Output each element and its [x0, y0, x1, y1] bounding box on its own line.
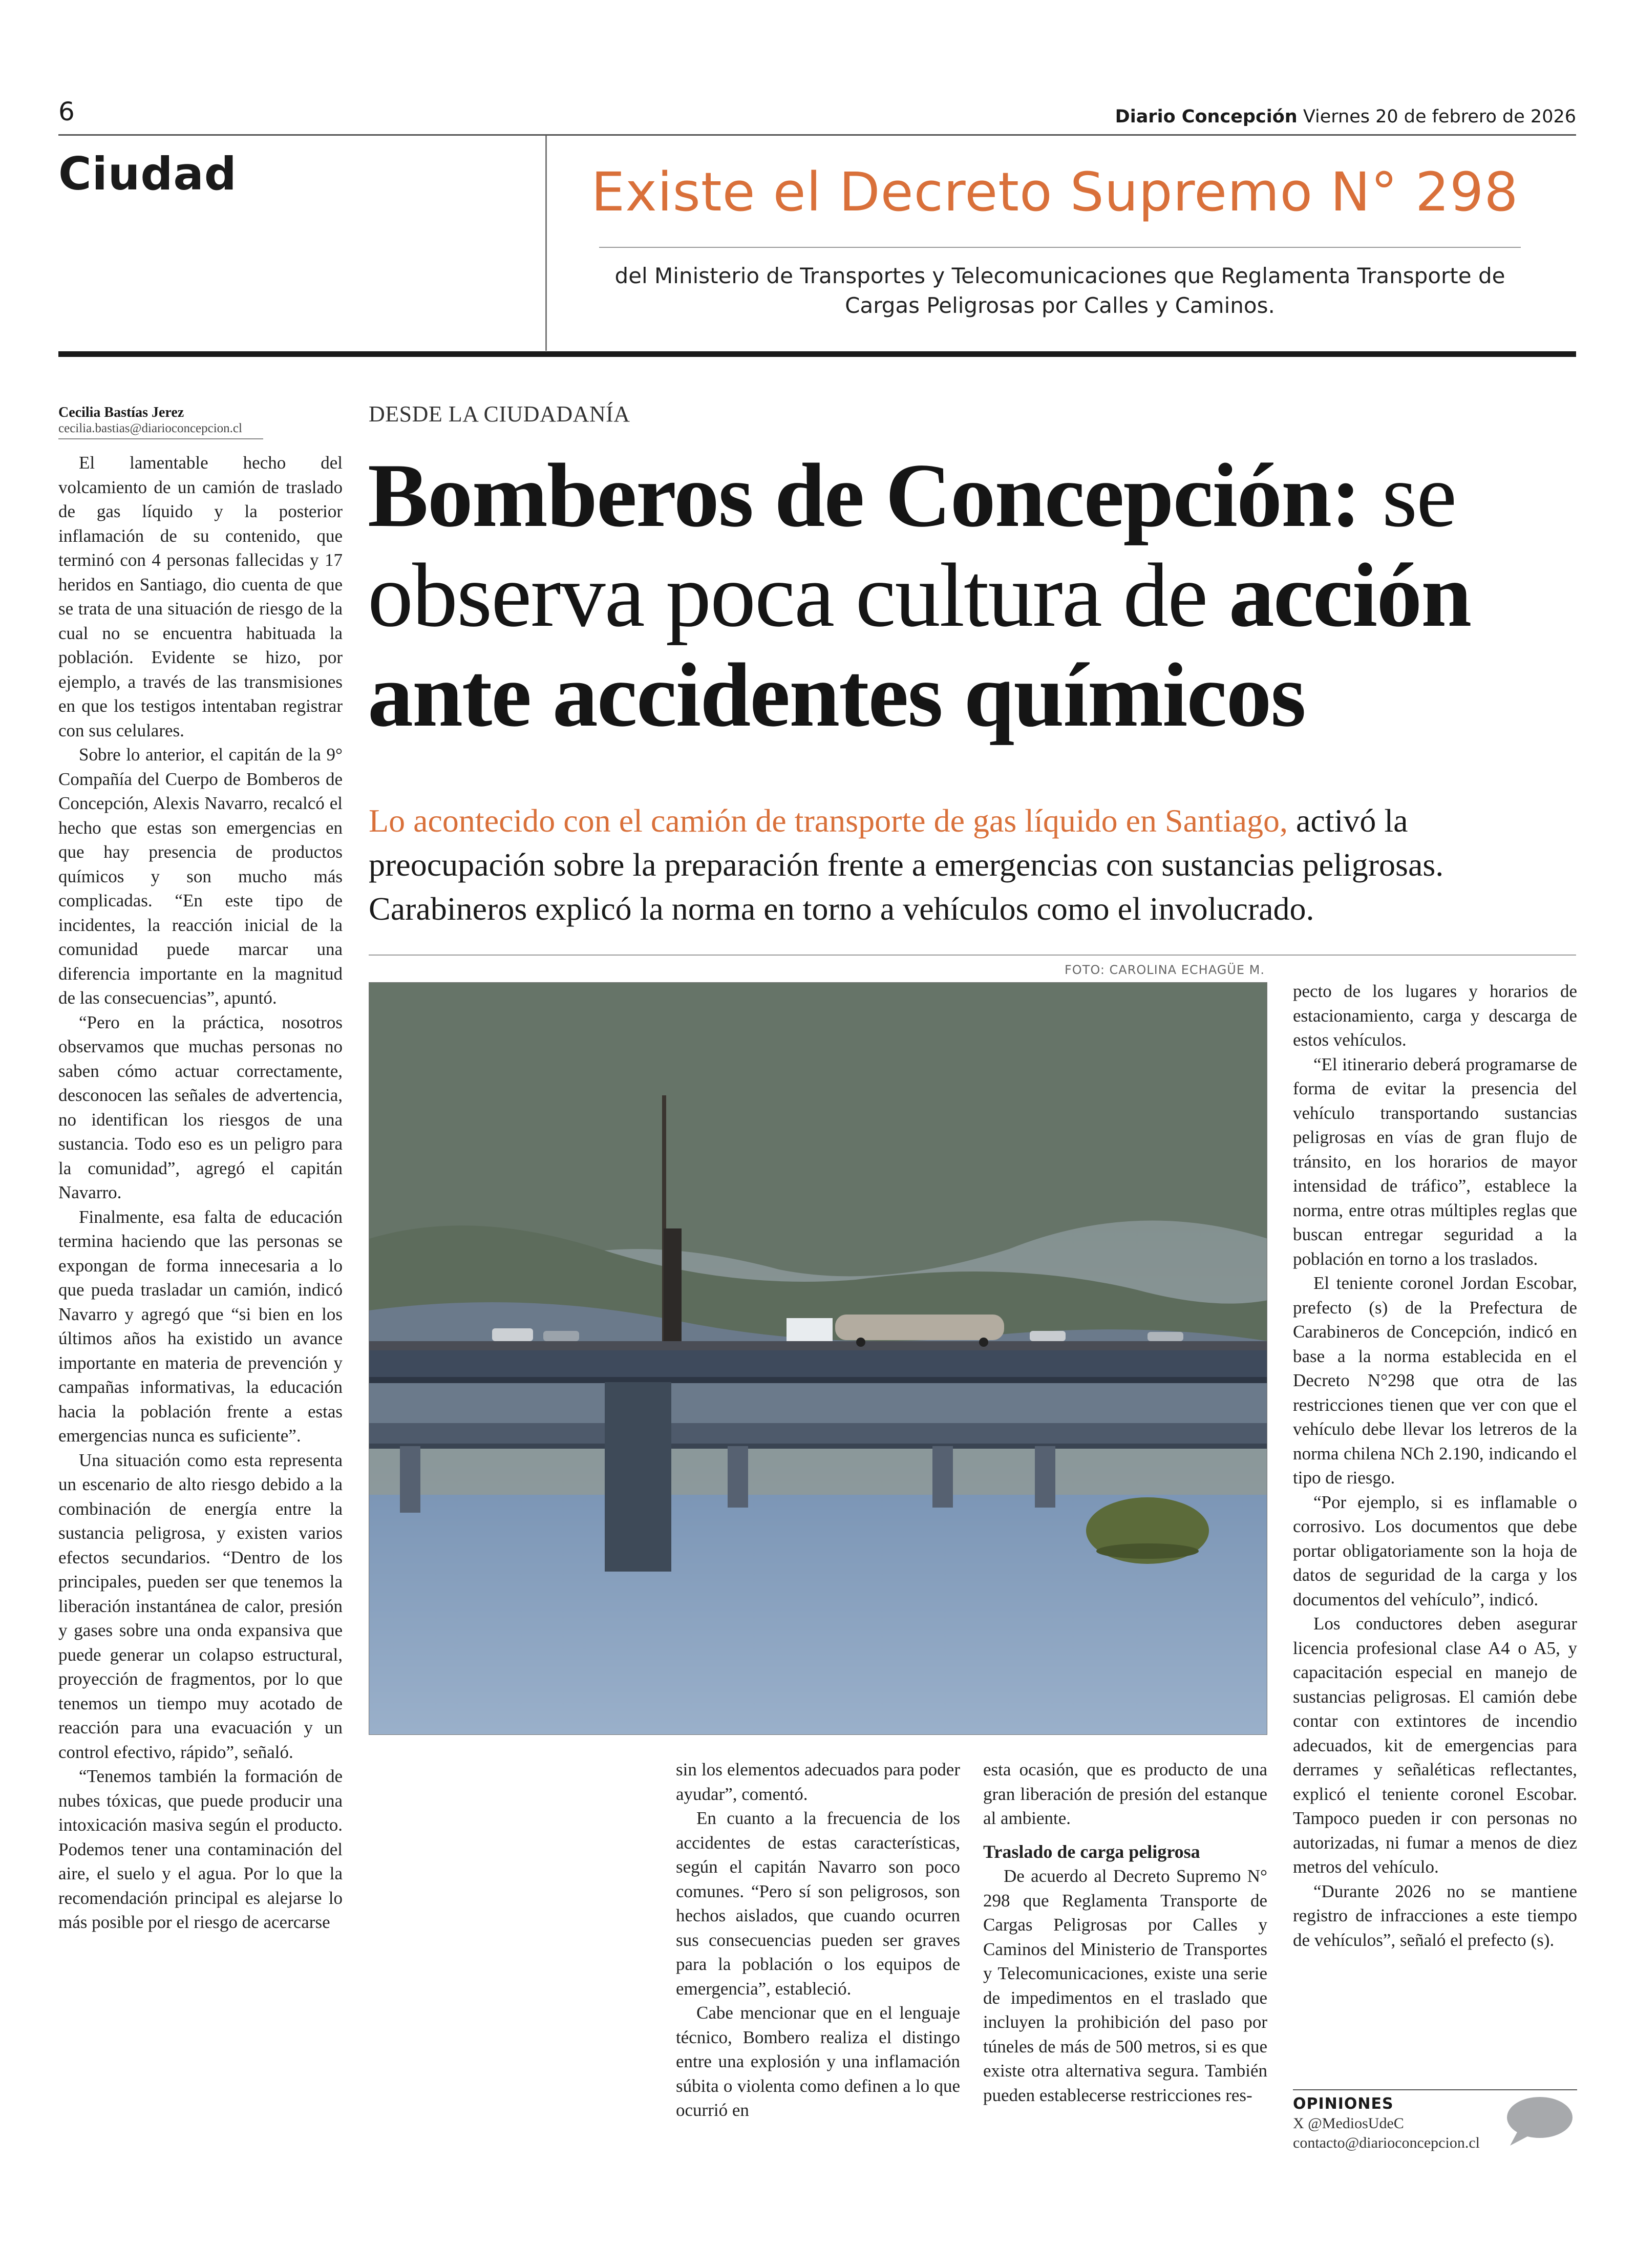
- page-number: 6: [58, 97, 75, 126]
- callout-text: del Ministerio de Transportes y Telecomunicaciones que Reglamenta Transporte de Cargas Peligrosas por Calles y Caminos.: [614, 263, 1505, 318]
- paragraph: Cabe mencionar que en el lenguaje técnico, Bombero realiza el distingo entre una explosión y una inflamación súbita o violenta como definen a lo que ocurrió en: [676, 2003, 960, 2120]
- kicker: DESDE LA CIUDADANÍA: [369, 401, 630, 427]
- paragraph: “Tenemos también la formación de nubes tóxicas, que puede producir una intoxicación masiva según el producto. Podemos tener una contaminación del aire, el suelo y el agua. Por lo que la recomendación principal es alejarse lo más posible por el riesgo de acercarse: [58, 1766, 343, 1932]
- article-photo: [369, 982, 1267, 1735]
- paragraph: De acuerdo al Decreto Supremo N° 298 que Reglamenta Transporte de Cargas Peligrosas por Calles y Caminos del Ministerio de Transportes y Telecomunicaciones, existe una serie de impedimentos en el traslado que incluyen la prohibición del paso por túneles de más de 500 metros, si es que existe otra alternativa segura. También pueden establecerse restricciones res-: [983, 1866, 1267, 2105]
- paragraph: Una situación como esta representa un escenario de alto riesgo debido a la combinación de energía entre la sustancia peligrosa, y existen varios efectos secundarios. “Dentro de los principales, pueden ser que tenemos la liberación instantánea de calor, presión y gases sobre una onda expansiva que puede generar un colapso estructural, proyección de fragmentos, por lo que tenemos un tiempo muy acotado de reacción para una evacuación y un control efectivo, rápido”, señaló.: [58, 1450, 343, 1762]
- paragraph: El lamentable hecho del volcamiento de un camión de traslado de gas líquido y la posterior inflamación de su contenido, que terminó con 4 personas fallecidas y 17 heridos en Santiago, dio cuenta de que se trata de una situación de riesgo de la cual no se encuentra habituada la población. Evidente se hizo, por ejemplo, a través de las transmisiones en que los testigos intentaban registrar con sus celulares.: [58, 453, 343, 740]
- article-column-4: [1293, 979, 1577, 1952]
- lead-highlight: Lo acontecido con el camión de transporte de gas líquido en Santiago,: [369, 802, 1288, 839]
- paragraph: pecto de los lugares y horarios de estacionamiento, carga y descarga de estos vehículos.: [1293, 981, 1577, 1050]
- paragraph: En cuanto a la frecuencia de los accidentes de estas características, según el capitán Navarro son poco comunes. “Pero sí son peligrosos, son hechos aislados, que cuando ocurren sus consecuencias pueden ser graves para la población o los equipos de emergencia”, estableció.: [676, 1808, 960, 1999]
- speech-bubble-icon: [1503, 2094, 1575, 2151]
- subheading: Traslado de carga peligrosa: [983, 1841, 1200, 1862]
- bridge-photo-illustration: [369, 983, 1267, 1735]
- section-title: Ciudad: [58, 147, 237, 200]
- issue-date: Viernes 20 de febrero de 2026: [1303, 107, 1576, 127]
- callout-title: Existe el Decreto Supremo N° 298: [591, 161, 1519, 223]
- article-column-1: [58, 451, 343, 1935]
- opinions-email[interactable]: contacto@diarioconcepcion.cl: [1293, 2134, 1480, 2151]
- headline-bold-2: acción ante accidentes químicos: [368, 544, 1471, 746]
- byline-rule: [58, 438, 263, 439]
- paragraph: Finalmente, esa falta de educación termina haciendo que las personas se expongan de forma innecesaria a lo que pueda trasladar un camión, indicó Navarro y agregó que “si bien en los últimos años ha existido un avance importante en materia de prevención y campañas informativas, la educación hacia la población frente a estas emergencias nunca es suficiente”.: [58, 1206, 343, 1446]
- callout-bottom-rule: [58, 351, 1576, 357]
- paragraph: sin los elementos adecuados para poder ayudar”, comentó.: [676, 1760, 960, 1804]
- photo-credit: FOTO: CAROLINA ECHAGÜE M.: [1065, 963, 1265, 977]
- author-email: cecilia.bastias@diarioconcepcion.cl: [58, 421, 242, 435]
- header-rule: [58, 134, 1576, 136]
- opinions-handle[interactable]: X @MediosUdeC: [1293, 2115, 1404, 2132]
- paragraph: “Pero en la práctica, nosotros observamos que muchas personas no saben cómo actuar correctamente, desconocen las señales de advertencia, no identifican los riesgos de una sustancia. Todo eso es un peligro para la comunidad”, agregó el capitán Navarro.: [58, 1012, 343, 1202]
- paragraph: esta ocasión, que es producto de una gran liberación de presión del estanque al ambiente.: [983, 1760, 1267, 1828]
- paragraph: “El itinerario deberá programarse de forma de evitar la presencia del vehículo transportando sustancias peligrosas en vías de gran flujo de tránsito, en los horarios de mayor intensidad de tráfico”, establece la norma, entre otras múltiples reglas que buscan entregar seguridad a la población en torno a los traslados.: [1293, 1054, 1577, 1269]
- header-divider: [545, 136, 547, 351]
- headline-regular: se observa poca cultura de: [368, 444, 1456, 646]
- paragraph: Sobre lo anterior, el capitán de la 9° Compañía del Cuerpo de Bomberos de Concepción, Alexis Navarro, recalcó el hecho que estas son emergencias en que hay presencia de productos químicos y son mucho más complicadas. “En este tipo de incidentes, la reacción inicial de la comunidad puede marcar una diferencia importante en la magnitud de las consecuencias”, apuntó.: [58, 745, 343, 1008]
- lead-text: activó la preocupación sobre la preparación frente a emergencias con sustancias peligrosas. Carabineros explicó la norma en torno a vehículos como el involucrado.: [369, 802, 1444, 927]
- newspaper-name: Diario Concepción: [1115, 107, 1298, 127]
- paragraph: “Por ejemplo, si es inflamable o corrosivo. Los documentos que debe portar obligatoriamente son la hoja de datos de seguridad de la carga y los documentos del vehículo”, indicó.: [1293, 1492, 1577, 1609]
- opinions-rule: [1293, 2089, 1577, 2090]
- callout-rule: [599, 247, 1521, 248]
- article-column-3: [983, 1757, 1267, 2107]
- lead-paragraph: [369, 799, 1572, 931]
- masthead-date: [1115, 107, 1576, 127]
- paragraph: El teniente coronel Jordan Escobar, prefecto (s) de la Prefectura de Carabineros de Concepción, indicó en base a la norma establecida en el Decreto N°298 que otra de las restricciones tienen que ver con que el vehículo debe llevar los letreros de la norma chilena NCh 2.190, indicando el tipo de riesgo.: [1293, 1273, 1577, 1488]
- author-name: Cecilia Bastías Jerez: [58, 405, 184, 420]
- opinions-box: [1293, 2094, 1508, 2153]
- byline: [58, 405, 263, 439]
- headline: [368, 446, 1586, 745]
- paragraph: “Durante 2026 no se mantiene registro de infracciones a este tiempo de vehículos”, señaló el prefecto (s).: [1293, 1881, 1577, 1950]
- lead-rule: [369, 955, 1576, 956]
- opinions-label: OPINIONES: [1293, 2095, 1394, 2113]
- headline-bold-1: Bomberos de Concepción:: [368, 444, 1361, 546]
- article-column-2: [676, 1757, 960, 2123]
- paragraph: Los conductores deben asegurar licencia profesional clase A4 o A5, y capacitación especial en manejo de sustancias peligrosas. El camión debe contar con extintores de incendio adecuados, kit de emergencias para derrames y señaléticas reflectantes, explicó el teniente coronel Escobar. Tampoco pueden ir con personas no autorizadas, ni fumar a menos de diez metros del vehículo.: [1293, 1614, 1577, 1877]
